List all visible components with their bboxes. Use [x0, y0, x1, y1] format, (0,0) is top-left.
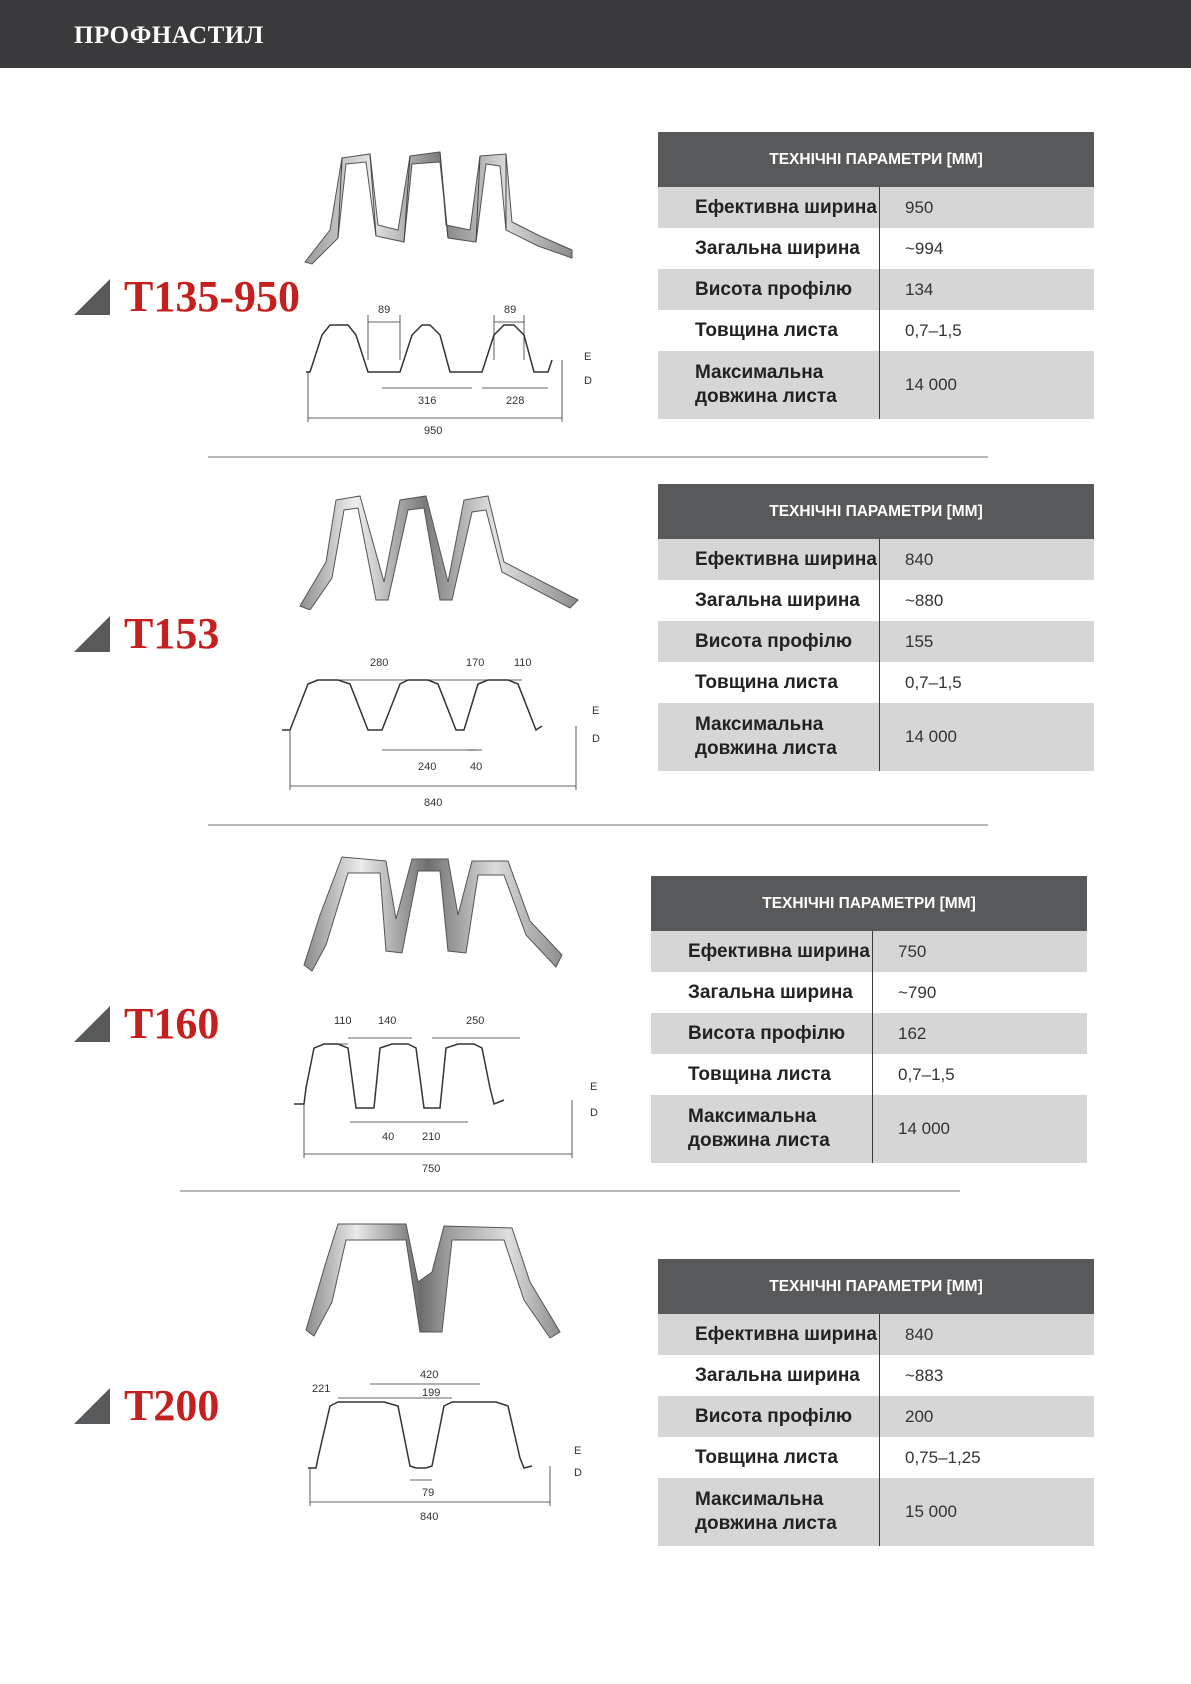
table-row [658, 1355, 1094, 1396]
params-table-t160 [651, 876, 1087, 1163]
profile-label-t200 [74, 1381, 220, 1430]
table-row [658, 621, 1094, 662]
param-label: Максимальна довжина листа [658, 351, 880, 419]
profile-photo-t160 [300, 855, 568, 973]
dim-label: 110 [334, 1015, 352, 1027]
table-header: ТЕХНІЧНІ ПАРАМЕТРИ [ММ] [658, 132, 1094, 187]
param-value: 14 000 [905, 375, 957, 394]
triangle-marker-icon [74, 1388, 110, 1424]
param-label: Висота профілю [658, 1396, 880, 1437]
dim-label: 210 [422, 1131, 441, 1143]
param-value: 155 [905, 631, 934, 651]
param-value: 0,7–1,5 [905, 672, 962, 692]
table-row [658, 187, 1094, 228]
params-table-t153 [658, 484, 1094, 771]
table-header: ТЕХНІЧНІ ПАРАМЕТРИ [ММ] [658, 484, 1094, 539]
param-label: Максимальна довжина листа [651, 1095, 873, 1163]
dim-label: E [584, 351, 592, 363]
param-value: ~880 [905, 590, 944, 610]
dim-label: D [590, 1107, 598, 1119]
table-row [658, 539, 1094, 580]
dim-label: 280 [370, 657, 389, 669]
dim-label: 79 [422, 1487, 435, 1499]
dim-label: 420 [420, 1369, 439, 1381]
param-value: 950 [905, 197, 934, 217]
param-label: Загальна ширина [658, 580, 880, 621]
table-row [651, 931, 1087, 972]
param-value: 134 [905, 279, 934, 299]
profile-name: T135-950 [124, 272, 300, 321]
dim-label: E [574, 1445, 582, 1457]
dim-label: 316 [418, 395, 437, 407]
param-label: Ефективна ширина [658, 1314, 880, 1355]
dim-label: D [592, 733, 600, 745]
table-row [658, 662, 1094, 703]
param-label: Висота профілю [658, 621, 880, 662]
param-value: 162 [898, 1023, 927, 1043]
param-label: Висота профілю [658, 269, 880, 310]
dim-label: 170 [466, 657, 485, 669]
profile-drawing-t200 [298, 1362, 598, 1527]
triangle-marker-icon [74, 1006, 110, 1042]
profile-label-t135 [74, 272, 300, 321]
table-row [658, 1396, 1094, 1437]
section-divider [208, 456, 988, 458]
table-header: ТЕХНІЧНІ ПАРАМЕТРИ [ММ] [658, 1259, 1094, 1314]
param-value: 0,75–1,25 [905, 1447, 981, 1467]
dim-label: D [584, 375, 592, 387]
dim-label: 228 [506, 395, 525, 407]
param-value: 0,7–1,5 [905, 320, 962, 340]
table-row [651, 1095, 1087, 1163]
profile-drawing-t135 [300, 300, 610, 440]
param-value: ~790 [898, 982, 937, 1002]
dim-label: E [592, 705, 600, 717]
table-row [658, 1478, 1094, 1546]
params-table-t200 [658, 1259, 1094, 1546]
param-label: Загальна ширина [651, 972, 873, 1013]
param-value: 0,7–1,5 [898, 1064, 955, 1084]
dim-label: 950 [424, 425, 443, 437]
dim-label: 840 [424, 797, 443, 809]
param-value: 840 [905, 1324, 934, 1344]
profile-photo-t135 [300, 150, 580, 265]
dim-label: D [574, 1467, 582, 1479]
dim-label: 840 [420, 1511, 439, 1523]
profile-photo-t200 [302, 1222, 566, 1340]
dim-label: 221 [312, 1383, 331, 1395]
triangle-marker-icon [74, 616, 110, 652]
dim-label: 240 [418, 761, 437, 773]
param-value: 14 000 [898, 1119, 950, 1138]
param-value: 15 000 [905, 1502, 957, 1521]
dim-label: 40 [470, 761, 483, 773]
profile-drawing-t153 [278, 650, 608, 820]
param-label: Товщина листа [658, 1437, 880, 1478]
table-row [658, 1314, 1094, 1355]
table-header: ТЕХНІЧНІ ПАРАМЕТРИ [ММ] [651, 876, 1087, 931]
profile-drawing-t160 [290, 1008, 610, 1183]
param-label: Максимальна довжина листа [658, 703, 880, 771]
dim-label: 140 [378, 1015, 397, 1027]
dim-label: 89 [504, 304, 517, 316]
dim-label: 40 [382, 1131, 395, 1143]
param-label: Ефективна ширина [651, 931, 873, 972]
param-label: Загальна ширина [658, 228, 880, 269]
param-value: ~994 [905, 238, 944, 258]
param-label: Ефективна ширина [658, 187, 880, 228]
param-label: Товщина листа [651, 1054, 873, 1095]
section-divider [180, 1190, 960, 1192]
profile-label-t160 [74, 999, 220, 1048]
profile-label-t153 [74, 609, 220, 658]
dim-label: 199 [422, 1387, 441, 1399]
dim-label: E [590, 1081, 598, 1093]
param-value: 840 [905, 549, 934, 569]
param-label: Товщина листа [658, 662, 880, 703]
dim-label: 750 [422, 1163, 441, 1175]
table-row [658, 228, 1094, 269]
params-table-t135 [658, 132, 1094, 419]
param-value: 750 [898, 941, 927, 961]
table-row [658, 310, 1094, 351]
section-divider [208, 824, 988, 826]
profile-name: T200 [124, 1381, 220, 1430]
profile-photo-t153 [296, 492, 582, 610]
profile-name: T153 [124, 609, 220, 658]
param-label: Ефективна ширина [658, 539, 880, 580]
param-label: Загальна ширина [658, 1355, 880, 1396]
dim-label: 89 [378, 304, 391, 316]
table-row [658, 269, 1094, 310]
table-row [658, 1437, 1094, 1478]
header-bar [0, 0, 1191, 68]
table-row [651, 1013, 1087, 1054]
profile-name: T160 [124, 999, 220, 1048]
table-row [658, 703, 1094, 771]
page-title: ПРОФНАСТИЛ [74, 22, 264, 49]
param-label: Висота профілю [651, 1013, 873, 1054]
dim-label: 250 [466, 1015, 485, 1027]
param-value: ~883 [905, 1365, 944, 1385]
table-row [658, 580, 1094, 621]
param-value: 14 000 [905, 727, 957, 746]
triangle-marker-icon [74, 279, 110, 315]
dim-label: 110 [514, 657, 532, 669]
param-value: 200 [905, 1406, 934, 1426]
param-label: Максимальна довжина листа [658, 1478, 880, 1546]
param-label: Товщина листа [658, 310, 880, 351]
table-row [651, 972, 1087, 1013]
table-row [651, 1054, 1087, 1095]
table-row [658, 351, 1094, 419]
